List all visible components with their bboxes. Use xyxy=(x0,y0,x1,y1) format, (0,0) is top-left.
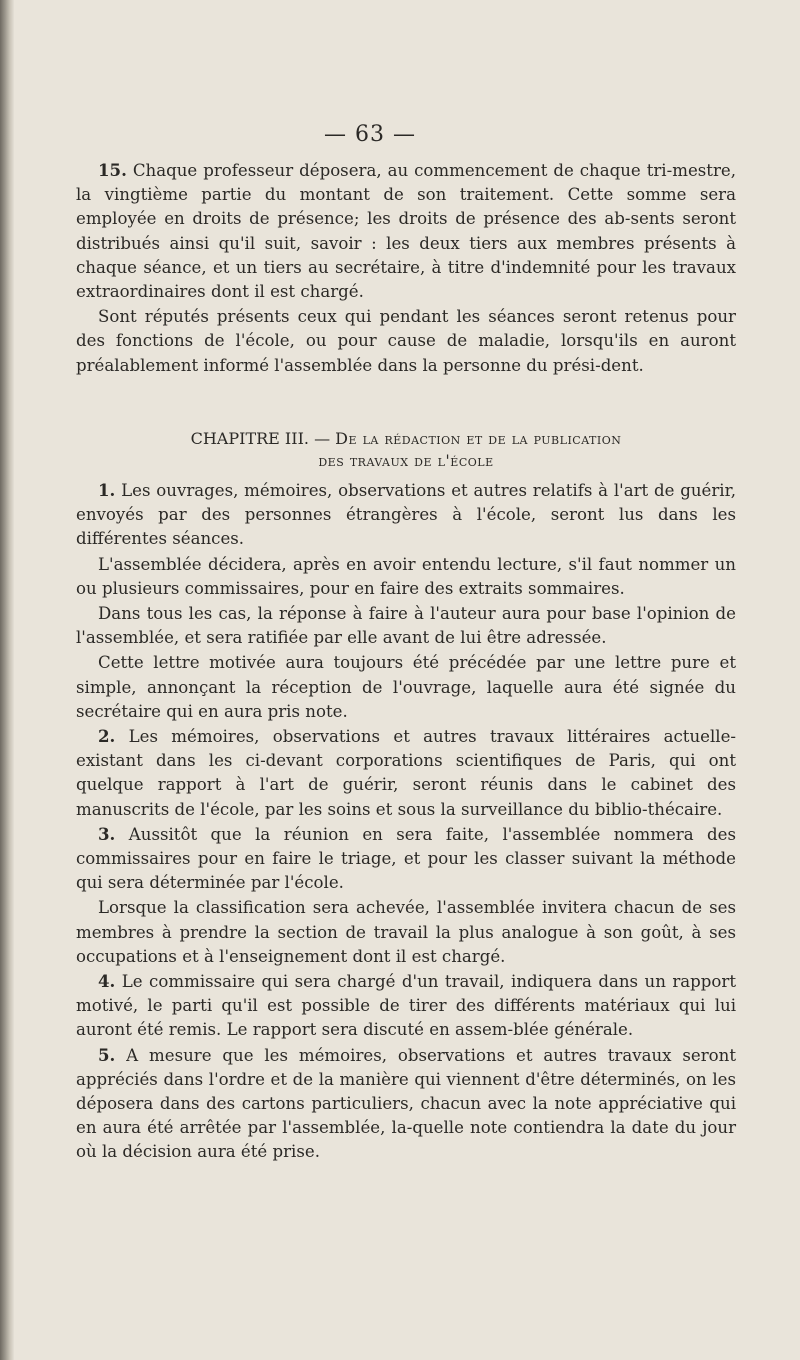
paragraph-text: A mesure que les mémoires, observations et autres travaux seront appréciés dans l'ordre et de la manière qui viennent d'être déterminés, on les déposera dans des cartons particuliers, chacun avec la note appréciative qui en aura été arrêtée par l'assemblée, la-quelle note contiendra la date du jour où la décision aura été prise. xyxy=(76,1045,736,1162)
paragraph xyxy=(76,895,736,969)
paragraph-text: Sont réputés présents ceux qui pendant les séances seront retenus pour des fonctions de l'école, ou pour cause de maladie, lorsqu'ils en auront préalablement informé l'assemblée dans la personne du prési-dent. xyxy=(76,307,736,375)
paragraph-text: Aussitôt que la réunion en sera faite, l'assemblée nommera des commissaires pour en faire le triage, et pour les classer suivant la méthode qui sera déterminée par l'école. xyxy=(76,824,736,893)
chapter-title-line-2: des travaux de l'école xyxy=(318,451,494,470)
chapter-title-line-1: De la rédaction et de la publication xyxy=(335,429,622,448)
paragraph xyxy=(76,1043,736,1165)
paragraph xyxy=(76,969,736,1043)
paragraph-text: Les ouvrages, mémoires, observations et autres relatifs à l'art de guérir, envoyés par des personnes étrangères à l'école, seront lus dans les différentes séances. xyxy=(76,481,736,549)
article-number: 4. xyxy=(98,971,116,992)
paragraph xyxy=(76,601,736,650)
paragraph-text: Chaque professeur déposera, au commencement de chaque tri-mestre, la vingtième partie du montant de son traitement. Cette somme sera employée en droits de présence; les droits de présence des ab-sents seront distribués ainsi qu'il suit, savoir : les deux tiers aux membres présents à chaque séance, et un tiers au secrétaire, à titre d'indemnité pour les travaux extraordinaires dont il est chargé. xyxy=(76,161,736,302)
chapter-heading xyxy=(76,428,736,472)
paragraph-text: Dans tous les cas, la réponse à faire à l'auteur aura pour base l'opinion de l'assemblée, et sera ratifiée par elle avant de lui être adressée. xyxy=(76,604,736,648)
paragraph-text: Le commissaire qui sera chargé d'un travail, indiquera dans un rapport motivé, le parti qu'il est possible de tirer des différents matériaux qui lui auront été remis. Le rapport sera discuté en assem-blée générale. xyxy=(76,972,736,1040)
paragraph-text: Lorsque la classification sera achevée, l'assemblée invitera chacun de ses membres à prendre la section de travail la plus analogue à son goût, à ses occupations et à l'enseignement dont il est chargé. xyxy=(76,898,736,966)
paragraph xyxy=(76,650,736,724)
section-chapter-3-articles xyxy=(76,478,736,1165)
paragraph-text: Les mémoires, observations et autres travaux littéraires actuelle-existant dans les ci-devant corporations scientifiques de Paris, qui ont quelque rapport à l'art de guérir, seront réunis dans le cabinet des manuscrits de l'école, par les soins et sous la surveillance du biblio-thécaire. xyxy=(76,727,736,819)
paragraph xyxy=(76,304,736,378)
article-number: 1. xyxy=(98,480,116,500)
paragraph xyxy=(76,552,736,601)
paragraph xyxy=(76,158,736,304)
page-number: — 63 — xyxy=(324,122,416,147)
chapter-dash: — xyxy=(314,429,331,448)
section-article-15 xyxy=(76,158,736,378)
chapter-label: CHAPITRE III. xyxy=(190,429,309,448)
paragraph xyxy=(76,724,736,822)
paragraph xyxy=(76,822,736,896)
paragraph xyxy=(76,478,736,552)
article-number: 2. xyxy=(98,726,116,747)
chapter-heading-line-1 xyxy=(76,428,736,450)
article-number: 5. xyxy=(98,1044,116,1065)
paragraph-text: L'assemblée décidera, après en avoir entendu lecture, s'il faut nommer un ou plusieurs commissaires, pour en faire des extraits sommaires. xyxy=(76,554,736,598)
article-number: 3. xyxy=(98,823,116,844)
article-number: 15. xyxy=(98,160,127,180)
paragraph-text: Cette lettre motivée aura toujours été précédée par une lettre pure et simple, annonçant la réception de l'ouvrage, laquelle aura été signée du secrétaire qui en aura pris note. xyxy=(76,653,736,721)
